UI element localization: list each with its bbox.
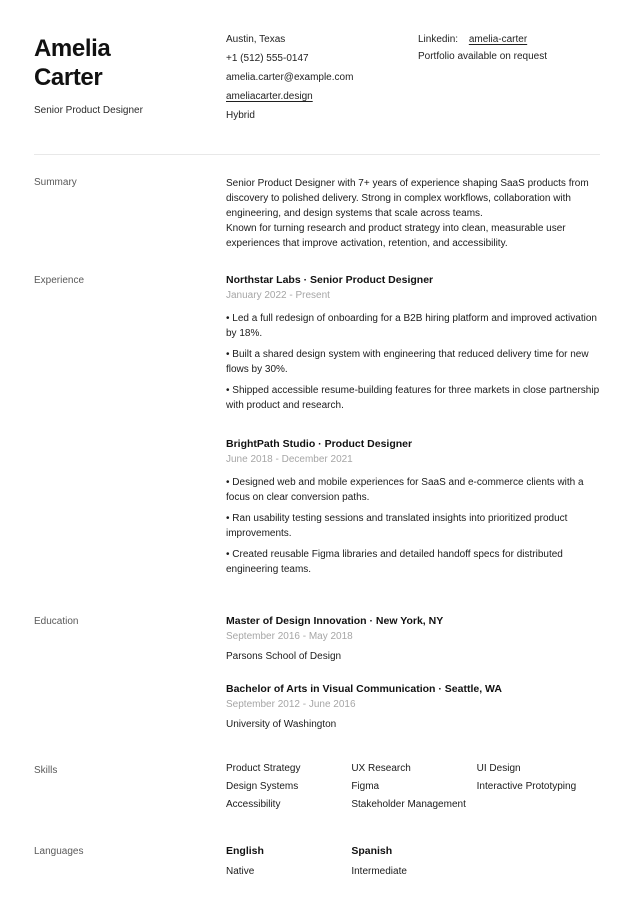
- job-bullet: • Designed web and mobile experiences for SaaS and e-commerce clients with a focus on clear conversion paths.: [226, 475, 600, 505]
- language-item: [226, 845, 349, 877]
- education-entry: [226, 615, 600, 662]
- linkedin-row: [418, 34, 600, 46]
- language-name: English: [226, 845, 264, 857]
- job-bullet: • Built a shared design system with engineering that reduced delivery time for new flows by 30%.: [226, 347, 600, 377]
- language-level: Intermediate: [351, 866, 407, 877]
- degree-dates: September 2012 - June 2016: [226, 699, 356, 710]
- candidate-name: [34, 34, 226, 92]
- skill-item: Design Systems: [226, 781, 299, 792]
- candidate-name-line2: Carter: [34, 64, 103, 91]
- candidate-job-title: Senior Product Designer: [34, 105, 143, 116]
- contact-location: Austin, Texas: [226, 34, 286, 45]
- linkedin-link[interactable]: amelia-carter: [468, 34, 528, 45]
- skill-item: UI Design: [476, 763, 521, 774]
- header-divider: [34, 154, 600, 155]
- section-experience: [34, 274, 600, 583]
- degree-title: Master of Design Innovation · New York, NY: [226, 615, 444, 627]
- school-name: Parsons School of Design: [226, 651, 342, 662]
- education-content: [226, 615, 600, 730]
- job-bullet: • Ran usability testing sessions and translated insights into prioritized product improvements.: [226, 511, 600, 541]
- candidate-name-line1: Amelia: [34, 35, 111, 62]
- job-title: BrightPath Studio · Product Designer: [226, 438, 413, 450]
- degree-title: Bachelor of Arts in Visual Communication · Seattle, WA: [226, 683, 502, 695]
- resume-header: [34, 34, 600, 129]
- experience-content: [226, 274, 600, 583]
- section-summary: [34, 176, 600, 251]
- skill-item: UX Research: [351, 763, 411, 774]
- degree-dates: September 2016 - May 2018: [226, 631, 353, 642]
- skill-item: Interactive Prototyping: [476, 781, 577, 792]
- links-column: [418, 34, 600, 68]
- section-education: [34, 615, 600, 730]
- summary-label: Summary: [34, 177, 77, 188]
- identity-block: [34, 34, 226, 116]
- skill-item: Stakeholder Management: [351, 799, 466, 810]
- portfolio-note: Portfolio available on request: [418, 51, 547, 62]
- job-dates: June 2018 - December 2021: [226, 454, 353, 465]
- skill-item: Accessibility: [226, 799, 281, 810]
- job-bullet: • Created reusable Figma libraries and detailed handoff specs for distributed engineering teams.: [226, 547, 600, 577]
- language-level: Native: [226, 866, 255, 877]
- section-skills: [34, 764, 600, 810]
- contact-column: [226, 34, 418, 129]
- linkedin-label: Linkedin:: [418, 34, 459, 45]
- contact-website-row: [226, 91, 418, 103]
- languages-grid: [226, 845, 600, 877]
- summary-content: [226, 176, 600, 251]
- school-name: University of Washington: [226, 719, 337, 730]
- job-bullet: • Led a full redesign of onboarding for a B2B hiring platform and improved activation by 18%.: [226, 311, 600, 341]
- language-item: [351, 845, 474, 877]
- languages-label: Languages: [34, 846, 84, 857]
- education-entry: [226, 683, 600, 730]
- language-name: Spanish: [351, 845, 393, 857]
- job-dates: January 2022 - Present: [226, 290, 330, 301]
- skills-label: Skills: [34, 765, 58, 776]
- skills-grid: [226, 764, 600, 810]
- experience-label: Experience: [34, 275, 85, 286]
- website-link[interactable]: ameliacarter.design: [226, 91, 313, 102]
- contact-phone: +1 (512) 555-0147: [226, 53, 309, 64]
- summary-paragraph: Known for turning research and product strategy into clean, measurable user experiences that improve activation, retention, and accessibility.: [226, 223, 566, 249]
- job-bullet: • Shipped accessible resume-building features for three markets in close partnership with product and research.: [226, 383, 600, 413]
- skill-item: Product Strategy: [226, 763, 301, 774]
- experience-entry: [226, 438, 600, 577]
- job-title: Northstar Labs · Senior Product Designer: [226, 274, 434, 286]
- education-label: Education: [34, 616, 79, 627]
- contact-email: amelia.carter@example.com: [226, 72, 354, 83]
- contact-work-mode: Hybrid: [226, 110, 255, 121]
- summary-paragraph: Senior Product Designer with 7+ years of experience shaping SaaS products from discovery to polished delivery. Strong in complex workflows, collaboration with engineering, and design systems that scale across teams.: [226, 178, 589, 219]
- skill-item: Figma: [351, 781, 380, 792]
- section-languages: [34, 845, 600, 877]
- experience-entry: [226, 274, 600, 413]
